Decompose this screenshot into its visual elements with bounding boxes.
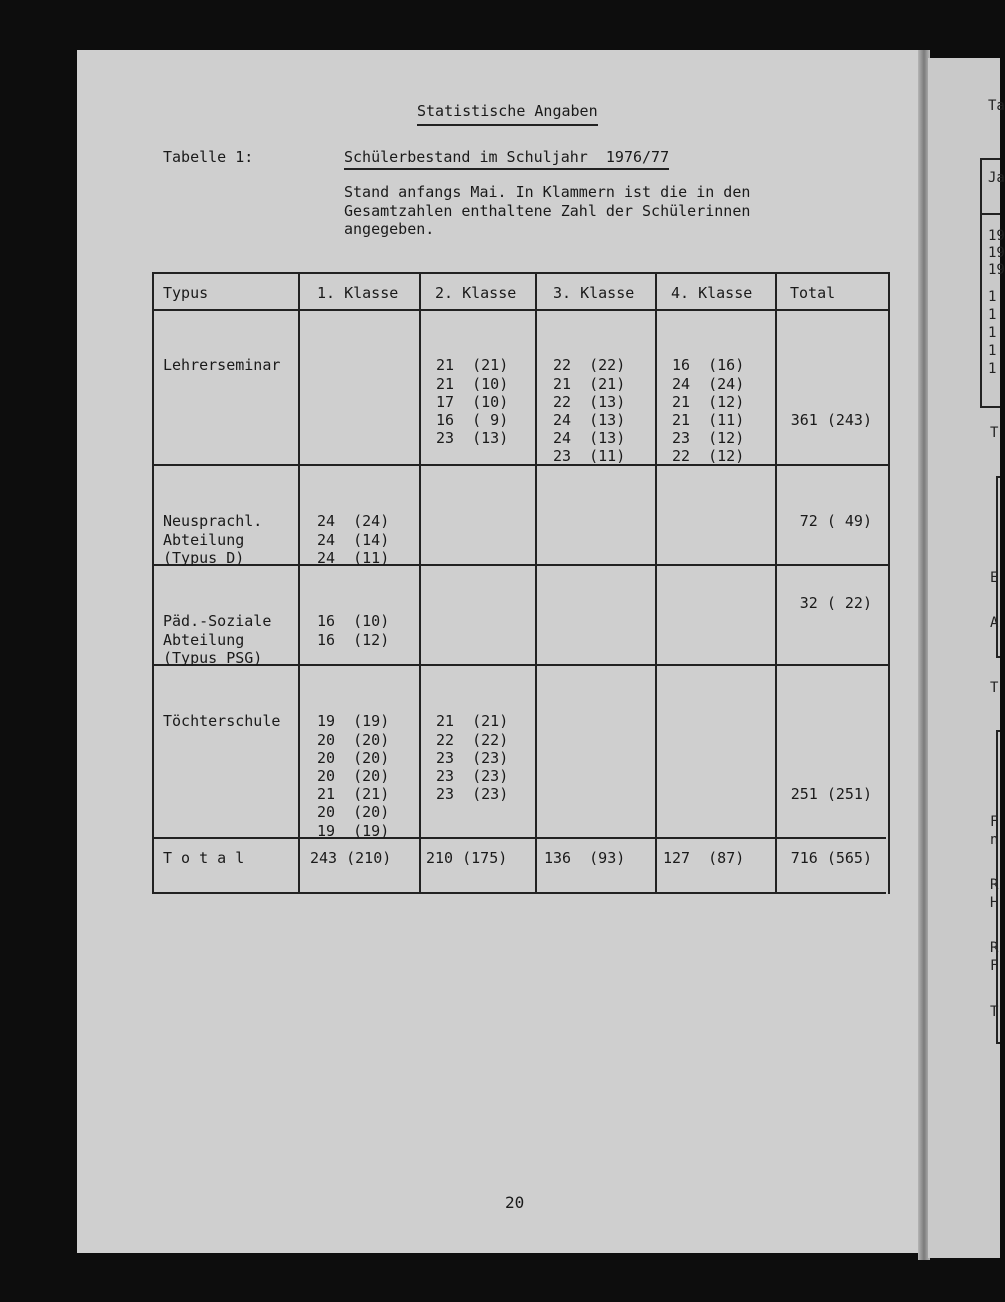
header-klasse-3: 3. Klasse xyxy=(553,284,635,302)
header-klasse-1: 1. Klasse xyxy=(317,284,399,302)
adjacent-text-fragment: 19 xyxy=(988,245,1005,261)
adjacent-text-fragment: T xyxy=(990,425,999,441)
header-klasse-4: 4. Klasse xyxy=(671,284,753,302)
total-label: T o t a l xyxy=(163,849,245,867)
row-klasse-3: 22 (22) 21 (21) 22 (13) 24 (13) 24 (13) 23 (11) xyxy=(553,356,626,466)
row-total: 251 (251) xyxy=(790,785,872,803)
row-total: 361 (243) xyxy=(790,411,872,429)
note-line: Gesamtzahlen enthaltene Zahl der Schülerinnen xyxy=(344,201,751,220)
header-typus: Typus xyxy=(163,284,209,302)
row-klasse-1: 19 (19) 20 (20) 20 (20) 20 (20) 21 (21) 20 (20) 19 (19) xyxy=(317,712,390,840)
adjacent-text-fragment: n xyxy=(990,832,999,848)
table-note xyxy=(344,183,764,239)
adjacent-text-fragment: Ta xyxy=(988,98,1005,114)
adjacent-text-fragment: 1 xyxy=(988,361,997,377)
adjacent-text-fragment: T xyxy=(990,680,999,696)
adjacent-text-fragment: E xyxy=(990,570,999,586)
row-klasse-2: 21 (21) 22 (22) 23 (23) 23 (23) 23 (23) xyxy=(436,712,509,804)
adjacent-text-fragment: 1 xyxy=(988,289,997,305)
adjacent-text-fragment: 19 xyxy=(988,228,1005,244)
adjacent-text-fragment: R xyxy=(990,877,999,893)
adjacent-text-fragment: 1 xyxy=(988,325,997,341)
total-klasse-1: 243 (210) xyxy=(310,849,392,867)
adjacent-text-fragment: F xyxy=(990,814,999,830)
row-total: 32 ( 22) xyxy=(799,594,872,612)
page-number: 20 xyxy=(505,1193,525,1212)
statistics-table xyxy=(152,272,890,894)
note-line: Stand anfangs Mai. In Klammern ist die in den xyxy=(344,183,751,201)
row-typus: Töchterschule xyxy=(163,712,281,731)
table-label: Tabelle 1: xyxy=(163,148,254,166)
row-typus: Lehrerseminar xyxy=(163,356,281,375)
row-typus: Päd.-Soziale Abteilung (Typus PSG) xyxy=(163,612,272,667)
header-total: Total xyxy=(790,284,836,302)
adjacent-page-edge xyxy=(928,58,1005,1258)
total-klasse-2: 210 (175) xyxy=(426,849,508,867)
row-klasse-2: 21 (21) 21 (10) 17 (10) 16 ( 9) 23 (13) xyxy=(436,356,509,448)
adjacent-text-fragment: H xyxy=(990,895,999,911)
grand-total: 716 (565) xyxy=(790,849,872,867)
adjacent-text-fragment: F xyxy=(990,958,999,974)
row-klasse-1: 24 (24) 24 (14) 24 (11) xyxy=(317,512,390,567)
table-title: Schülerbestand im Schuljahr 1976/77 xyxy=(344,148,669,170)
adjacent-text-fragment: T xyxy=(990,1004,999,1020)
adjacent-text-fragment: Ja xyxy=(988,170,1005,186)
row-typus: Neusprachl. Abteilung (Typus D) xyxy=(163,512,263,567)
page-heading: Statistische Angaben xyxy=(417,102,598,126)
adjacent-text-fragment: 19 xyxy=(988,262,1005,278)
adjacent-text-fragment: A xyxy=(990,615,999,631)
total-klasse-4: 127 (87) xyxy=(663,849,745,867)
total-klasse-3: 136 (93) xyxy=(544,849,626,867)
header-klasse-2: 2. Klasse xyxy=(435,284,517,302)
note-line: angegeben. xyxy=(344,220,435,238)
adjacent-text-fragment: 1 xyxy=(988,343,997,359)
row-klasse-1: 16 (10) 16 (12) xyxy=(317,612,390,649)
adjacent-text-fragment: R xyxy=(990,940,999,956)
row-klasse-4: 16 (16) 24 (24) 21 (12) 21 (11) 23 (12) 22 (12) xyxy=(672,356,745,466)
row-total: 72 ( 49) xyxy=(799,512,872,530)
adjacent-text-fragment: 1 xyxy=(988,307,997,323)
